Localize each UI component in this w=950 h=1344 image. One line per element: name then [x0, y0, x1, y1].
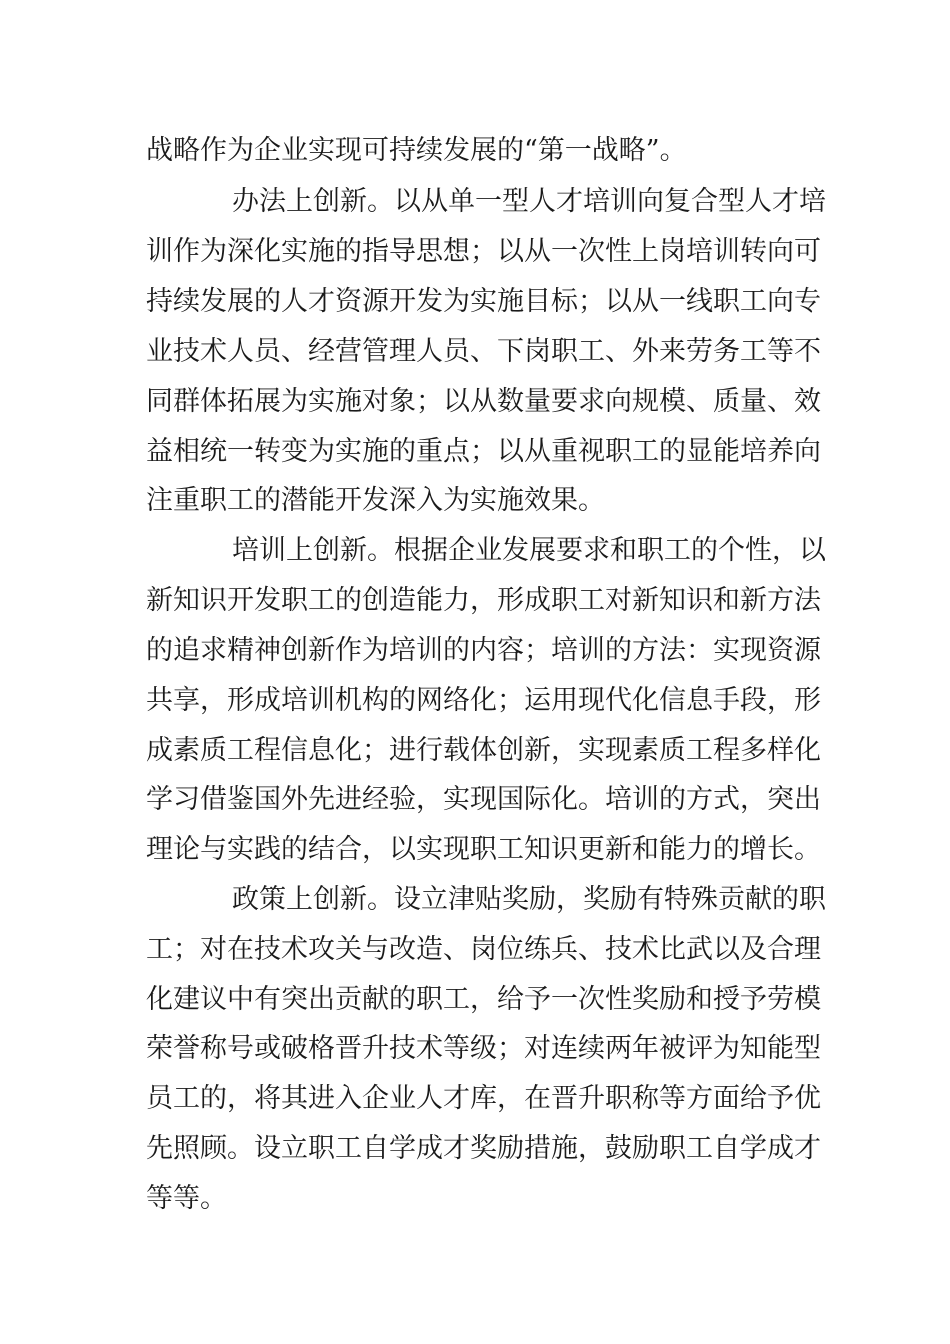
text-line: 训作为深化实施的指导思想；以从一次性上岗培训转向可 — [146, 236, 821, 267]
text-line: 战略作为企业实现可持续发展的“第一战略”。 — [146, 135, 687, 166]
text-line: 理论与实践的结合，以实现职工知识更新和能力的增长。 — [146, 834, 821, 865]
text-line: 业技术人员、经营管理人员、下岗职工、外来劳务工等不 — [146, 336, 821, 367]
text-line: 持续发展的人才资源开发为实施目标；以从一线职工向专 — [146, 286, 821, 317]
paragraph-first-line: 政策上创新。设立津贴奖励，奖励有特殊贡献的职 — [232, 884, 826, 915]
text-line: 工；对在技术攻关与改造、岗位练兵、技术比武以及合理 — [146, 934, 821, 965]
text-line: 员工的，将其进入企业人才库，在晋升职称等方面给予优 — [146, 1083, 821, 1114]
text-line: 化建议中有突出贡献的职工，给予一次性奖励和授予劳模 — [146, 984, 821, 1015]
text-line: 益相统一转变为实施的重点；以从重视职工的显能培养向 — [146, 436, 821, 467]
text-line: 注重职工的潜能开发深入为实施效果。 — [146, 485, 605, 516]
text-line: 成素质工程信息化；进行载体创新，实现素质工程多样化 — [146, 735, 821, 766]
text-line: 等等。 — [146, 1183, 227, 1214]
paragraph-first-line: 培训上创新。根据企业发展要求和职工的个性，以 — [232, 535, 826, 566]
text-line: 同群体拓展为实施对象；以从数量要求向规模、质量、效 — [146, 386, 821, 417]
paragraph-first-line: 办法上创新。以从单一型人才培训向复合型人才培 — [232, 186, 826, 217]
text-line: 的追求精神创新作为培训的内容；培训的方法：实现资源 — [146, 635, 821, 666]
text-line: 新知识开发职工的创造能力，形成职工对新知识和新方法 — [146, 585, 821, 616]
text-line: 荣誉称号或破格晋升技术等级；对连续两年被评为知能型 — [146, 1033, 821, 1064]
text-line: 学习借鉴国外先进经验，实现国际化。培训的方式，突出 — [146, 784, 821, 815]
text-line: 先照顾。设立职工自学成才奖励措施，鼓励职工自学成才 — [146, 1133, 821, 1164]
text-line: 共享，形成培训机构的网络化；运用现代化信息手段，形 — [146, 685, 821, 716]
